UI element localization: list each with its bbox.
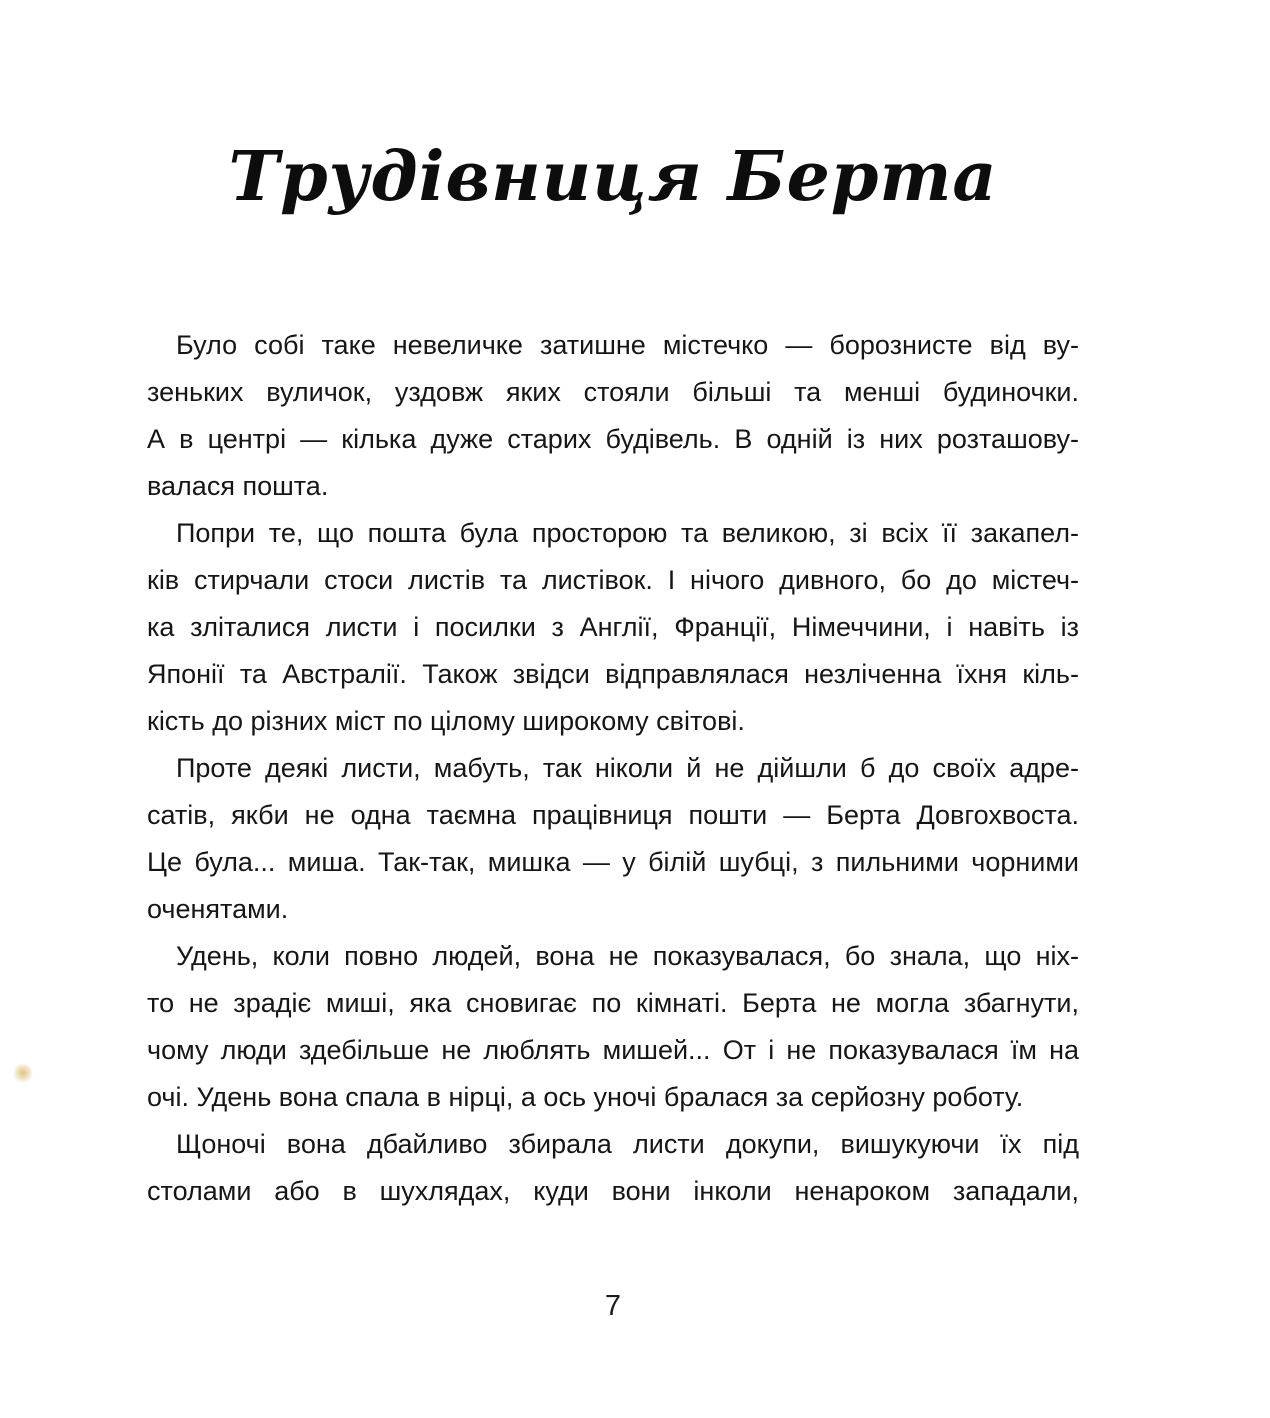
- text-line: сатів, якби не одна таємна працівниця пошти — Берта Довгохвоста.: [147, 800, 1079, 830]
- text-line: очі. Удень вона спала в нірці, а ось уночі бралася за серйозну роботу.: [147, 1082, 1024, 1112]
- text-line: оченятами.: [147, 894, 289, 924]
- text-line: ка зліталися листи і посилки з Англії, Франції, Німеччини, і навіть із: [147, 612, 1079, 642]
- text-line: валася пошта.: [147, 471, 329, 501]
- text-line: зеньких вуличок, уздовж яких стояли більші та менші будиночки.: [147, 377, 1079, 407]
- text-line: кість до різних міст по цілому широкому світові.: [147, 706, 745, 736]
- paragraph: [147, 745, 1079, 933]
- chapter-title: Трудівниця Берта: [228, 137, 998, 217]
- text-line: столами або в шухлядах, куди вони інколи ненароком западали,: [147, 1176, 1079, 1206]
- text-line: Проте деякі листи, мабуть, так ніколи й не дійшли б до своїх адре-: [176, 753, 1079, 783]
- paragraph: [147, 322, 1079, 510]
- text-line: Японії та Австралії. Також звідси відправлялася незліченна їхня кіль-: [147, 659, 1079, 689]
- text-line: Щоночі вона дбайливо збирала листи докупи, вишукуючи їх під: [176, 1129, 1079, 1159]
- text-line: Це була... миша. Так-так, мишка — у білій шубці, з пильними чорними: [147, 847, 1079, 877]
- text-line: Попри те, що пошта була просторою та великою, зі всіх її закапел-: [176, 518, 1079, 548]
- text-line: чому люди здебільше не люблять мишей... От і не показувалася їм на: [147, 1035, 1079, 1065]
- text-line: Було собі таке невеличке затишне містечко — борознисте від ву-: [176, 330, 1079, 360]
- paragraph: [147, 933, 1079, 1121]
- text-line: Удень, коли повно людей, вона не показувалася, бо знала, що ніх-: [176, 941, 1079, 971]
- text-line: А в центрі — кілька дуже старих будівель. В одній із них розташову-: [147, 424, 1079, 454]
- paragraph: [147, 1121, 1079, 1215]
- paper-speck: [13, 1063, 33, 1083]
- paragraph: [147, 510, 1079, 745]
- page-number: 7: [604, 1290, 622, 1322]
- text-line: то не зрадіє миші, яка сновигає по кімнаті. Берта не могла збагнути,: [147, 988, 1079, 1018]
- text-line: ків стирчали стоси листів та листівок. І нічого дивного, бо до містеч-: [147, 565, 1079, 595]
- body-text: [147, 322, 1079, 1215]
